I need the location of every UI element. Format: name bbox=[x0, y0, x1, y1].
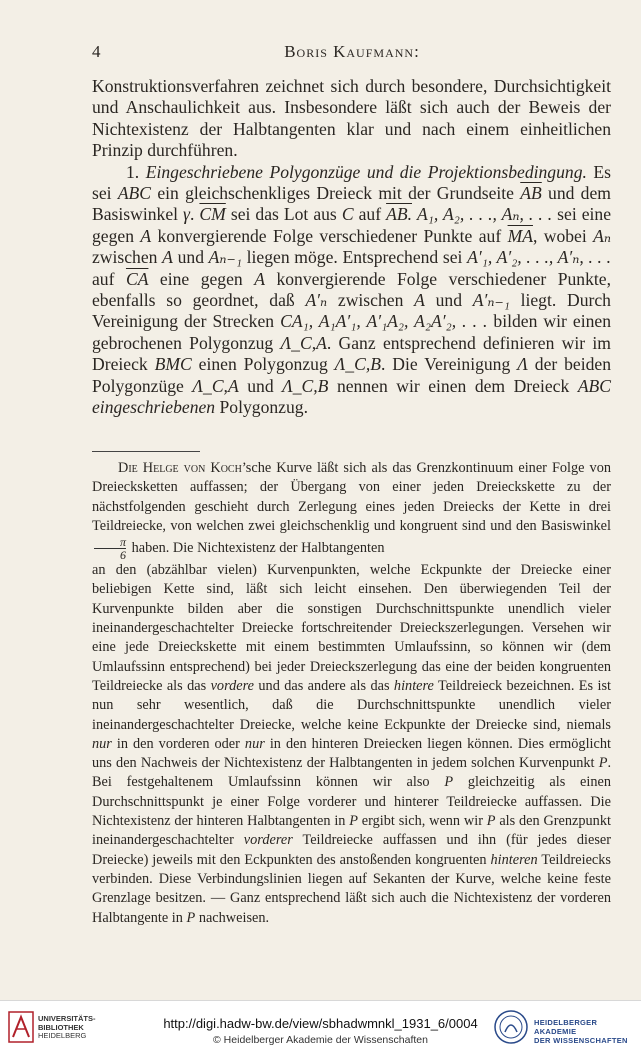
math-abc: ABC bbox=[117, 183, 152, 204]
footnote-paragraph-1 bbox=[92, 459, 611, 561]
text-run: und dem Basiswinkel bbox=[92, 183, 611, 225]
text-run: zwischen bbox=[337, 290, 404, 311]
math-segments: CA₁, A₁A′₁, A′₁A₂, A₂A′₂, . . . bbox=[280, 311, 488, 332]
math-a: A bbox=[140, 225, 152, 246]
math-ab-overline: $\overline{AB}$ bbox=[520, 183, 542, 204]
math-ma-overline: $\overline{MA}$ bbox=[507, 225, 533, 246]
math-cm-overline: $\overline{CM}$ bbox=[199, 204, 226, 225]
math-p: P bbox=[486, 813, 496, 830]
academy-name-line: HEIDELBERGER AKADEMIE bbox=[534, 1018, 598, 1036]
text-run: . Ganz entsprechend definieren wir im Dreieck bbox=[92, 332, 611, 375]
math-a: A bbox=[414, 290, 425, 311]
text-run: Teildreiecks verbinden. Diese Verbindungslinien liegen auf Sekanten der Kurve, welche keine feste Grenzlage besitzen. — Ganz entsprechend läßt sich auch die Nichtexistenz der vorderen Halbtangente in bbox=[92, 851, 611, 926]
italic-term: vorderer bbox=[243, 832, 293, 849]
italic-term: vordere bbox=[210, 677, 254, 694]
math-gamma: γ bbox=[183, 204, 190, 225]
math-lambda-ca: Λ_C,A bbox=[192, 375, 239, 396]
library-name-line: UNIVERSITÄTS- bbox=[38, 1014, 96, 1023]
math-abc: ABC bbox=[577, 375, 612, 396]
section-title: Eingeschriebene Polygonzüge und die Projektionsbedingung. bbox=[145, 161, 587, 182]
italic-term: eingeschriebenen bbox=[92, 397, 216, 418]
text-run: nachweisen. bbox=[198, 909, 270, 926]
math-bmc: BMC bbox=[154, 354, 192, 375]
text-run: ergibt sich, wenn wir bbox=[361, 813, 483, 830]
italic-term: hinteren bbox=[490, 851, 538, 868]
text-run: und bbox=[177, 247, 204, 268]
text-run: in den vorderen oder bbox=[116, 735, 240, 752]
text-run: . Die Vereinigung bbox=[380, 354, 511, 375]
academy-logo-icon bbox=[494, 1010, 528, 1044]
text-run: Es sei bbox=[92, 161, 611, 204]
math-an-prime-minus-1: A′ₙ₋₁ bbox=[472, 290, 510, 311]
math-sequence-a: A₁, A₂, . . ., Aₙ, . . . bbox=[417, 204, 553, 225]
text-run: in den hinteren Dreiecken liegen können. Dies ermöglicht uns den Nachweis der Nichtexistenz der Halbtangenten in jedem solchen Kurvenpunkt bbox=[92, 735, 611, 772]
text-run: . bbox=[189, 204, 195, 225]
math-ca-overline: $\overline{CA}$ bbox=[125, 268, 149, 289]
fraction-numerator: π bbox=[94, 536, 126, 549]
text-run: auf bbox=[92, 268, 115, 289]
text-run: konvergierende Folge verschiedener Punkte auf bbox=[157, 225, 502, 246]
text-run: haben. Die Nichtexistenz der Halbtangenten bbox=[131, 539, 385, 556]
academy-name-line: DER WISSENSCHAFTEN bbox=[534, 1036, 628, 1045]
text-run: sei eine gegen bbox=[92, 204, 612, 246]
math-p: P bbox=[444, 774, 454, 791]
text-run: ein gleichschenkliges Dreieck mit der Grundseite bbox=[157, 183, 514, 204]
fraction-denominator: 6 bbox=[120, 548, 126, 563]
italic-term: nur bbox=[244, 735, 265, 752]
math-an: Aₙ bbox=[593, 225, 611, 246]
text-run: eine gegen bbox=[159, 268, 243, 289]
copyright-notice: © Heidelberger Akademie der Wissenschaften bbox=[213, 1034, 428, 1046]
footnote-name: Die Helge von Koch bbox=[118, 460, 242, 476]
text-run: . Bei festgehaltenem Umlaufssinn können wir also bbox=[92, 755, 612, 791]
math-p: P bbox=[349, 813, 358, 830]
math-lambda-cb: Λ_C,B bbox=[334, 354, 381, 375]
academy-name bbox=[534, 1018, 641, 1045]
math-lambda: Λ bbox=[517, 354, 528, 375]
math-a: A bbox=[162, 247, 173, 268]
text-run: zwischen bbox=[92, 247, 158, 268]
text-run: gleichzeitig als einen Durchschnittspunkt je einer Folge vorderer und hinterer Teildreiecke auffassen. Die Nichtexistenz der hinteren Halbtangenten in bbox=[92, 774, 612, 830]
main-text bbox=[92, 76, 611, 419]
math-an-minus-1: Aₙ₋₁ bbox=[208, 247, 242, 268]
math-an-prime: A′ₙ bbox=[305, 290, 328, 311]
text-run: auf bbox=[358, 204, 382, 225]
math-sequence-a-prime: A′₁, A′₂, . . ., A′ₙ, . . . bbox=[467, 247, 612, 268]
text-run: der beiden Polygonzüge bbox=[92, 354, 612, 396]
text-run: nennen wir einen dem Dreieck bbox=[336, 375, 570, 396]
footnote bbox=[92, 459, 611, 928]
text-run: Polygonzug. bbox=[219, 397, 308, 418]
page-number: 4 bbox=[92, 42, 101, 61]
text-run: Teildreiecke auffassen und ihn (für jedes dieser Dreiecke) jeweils mit den Eckpunkten des anstoßenden kongruenten bbox=[92, 832, 611, 868]
italic-term: nur bbox=[92, 735, 112, 752]
math-lambda-cb: Λ_C,B bbox=[282, 375, 329, 396]
text-run: an den (abzählbar vielen) Kurvenpunkten, welche Eckpunkte der Dreiecke einer beliebigen Kette sind, läßt sich leicht einsehen. Den überwiegenden Teil der Kurvenpunkte bilden aber die sonstigen Durchschnittspunkte unendlich vieler ineinandergeschachtelter Dreiecke fortschreitender Dreieckszerlegungen. Versehen wir eine jede Dreieckskette mit einem bestimmten Umlaufssinn, so können wir (dem Umlaufssinn entsprechend) bei jeder Dreieckszerlegung das eine der beiden kongruenten Teildreiecke als das bbox=[92, 562, 611, 694]
document-url-link[interactable]: http://digi.hadw-bw.de/view/sbhadwmnkl_1931_6/0004 bbox=[163, 1016, 478, 1031]
library-name-line: BIBLIOTHEK bbox=[38, 1022, 84, 1032]
footnote-rule bbox=[92, 451, 200, 452]
text-run: bilden wir einen gebrochenen Polygonzug bbox=[92, 311, 611, 353]
math-a: A bbox=[254, 268, 265, 289]
section-1-paragraph bbox=[92, 162, 611, 419]
intro-paragraph: Konstruktionsverfahren zeichnet sich durch besondere, Durchsichtigkeit und Anschaulichkeit aus. Insbesondere läßt sich auch der Beweis der Nichtexistenz der Halbtangenten klar und nach einem einheitlichen Prinzip durchführen. bbox=[92, 76, 611, 161]
text-run: , wobei bbox=[532, 225, 587, 246]
text-run: ’sche Kurve läßt sich als das Grenzkontinuum einer Folge von Dreiecksketten auffassen; der Übergang von einer jeden Dreieckskette zu der nächstfolgenden geschieht durch Zerlegung eines jeden Dreiecks der Kette in drei Teildreiecke, von welchen zwei gleichschenklig und kongruent sind und den Basiswinkel bbox=[92, 460, 611, 534]
running-header bbox=[92, 42, 612, 66]
text-run: einen Polygonzug bbox=[198, 354, 328, 375]
text-run: konvergierende Folge verschiedener Punkte, ebenfalls so geordnet, daß bbox=[92, 268, 611, 311]
fraction-pi-over-6 bbox=[94, 536, 126, 561]
math-p: P bbox=[598, 755, 608, 772]
text-run: sei das Lot aus bbox=[230, 204, 337, 225]
library-name-line: HEIDELBERG bbox=[38, 1031, 87, 1041]
math-p: P bbox=[186, 909, 196, 926]
text-run: und das andere als das bbox=[258, 677, 390, 694]
math-c: C bbox=[341, 204, 354, 225]
text-run: als den Grenzpunkt ineinandergeschachtelter bbox=[92, 813, 611, 849]
text-run: Teildreieck bezeichnen. Es ist nun sehr wesentlich, daß die Durchschnittspunkte unendlich vieler ineinandergeschachtelter Dreiecke, welche keine Eckpunkte der Dreiecke sind, niemals bbox=[92, 677, 611, 733]
text-run: und bbox=[247, 375, 274, 396]
footnote-paragraph-2 bbox=[92, 561, 611, 928]
running-head-author: Boris Kaufmann: bbox=[284, 42, 420, 61]
math-lambda-ca: Λ_C,A bbox=[280, 332, 327, 353]
text-run: liegen möge. Entsprechend sei bbox=[246, 247, 463, 268]
italic-term: hintere bbox=[393, 677, 434, 694]
text-run: liegt. Durch Vereinigung der Strecken bbox=[92, 290, 611, 332]
viewer-footer-bar bbox=[0, 1000, 641, 1053]
math-ab-overline: AB. bbox=[386, 204, 412, 225]
text-run: und bbox=[435, 290, 462, 311]
section-number: 1. bbox=[126, 161, 140, 182]
